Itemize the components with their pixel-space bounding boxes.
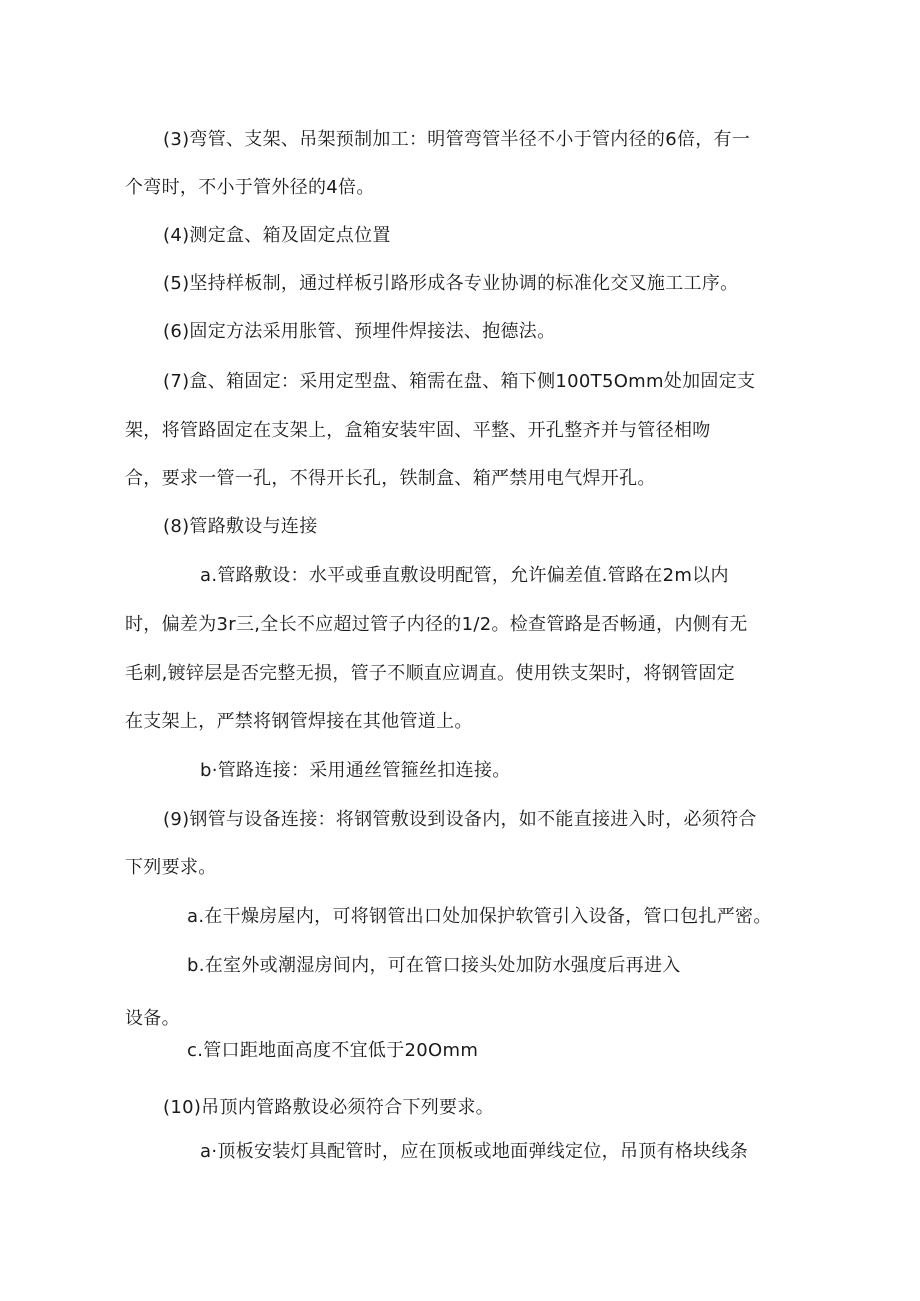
item-8a-line-4: 在支架上，严禁将钢管焊接在其他管道上。 xyxy=(125,711,473,732)
item-9b-line-1: b.在室外或潮湿房间内，可在管口接头处加防水强度后再进入 xyxy=(187,955,681,976)
item-8a-line-2: 时，偏差为3r三,全长不应超过管子内径的1/2。检查管路是否畅通，内侧有无 xyxy=(125,614,748,635)
paragraph-4: (4)测定盒、箱及固定点位置 xyxy=(163,225,391,246)
paragraph-3-line-1: (3)弯管、支架、吊架预制加工：明管弯管半径不小于管内径的6倍，有一 xyxy=(163,129,751,150)
item-8a-line-1: a.管路敷设：水平或垂直敷设明配管，允许偏差值.管路在2m以内 xyxy=(200,565,729,586)
paragraph-7-line-2: 架，将管路固定在支架上，盒箱安装牢固、平整、开孔整齐并与管径相吻 xyxy=(125,420,711,441)
paragraph-5: (5)坚持样板制，通过样板引路形成各专业协调的标准化交叉施工工序。 xyxy=(163,273,739,294)
paragraph-9-line-1: (9)钢管与设备连接：将钢管敷设到设备内，如不能直接进入时，必须符合 xyxy=(163,809,757,830)
paragraph-7-line-1: (7)盒、箱固定：采用定型盘、箱需在盘、箱下侧100T5Omm处加固定支 xyxy=(163,371,756,392)
paragraph-10-heading: (10)吊顶内管路敷设必须符合下列要求。 xyxy=(163,1097,494,1118)
item-9a: a.在干燥房屋内，可将钢管出口处加保护软管引入设备，管口包扎严密。 xyxy=(187,906,772,927)
item-10a-line-1: a·顶板安装灯具配管时，应在顶板或地面弹线定位，吊顶有格块线条 xyxy=(200,1141,749,1162)
item-9c: c.管口距地面高度不宜低于20Omm xyxy=(187,1040,479,1061)
paragraph-7-line-3: 合，要求一管一孔，不得开长孔，铁制盒、箱严禁用电气焊开孔。 xyxy=(125,468,656,489)
paragraph-3-line-2: 个弯时，不小于管外径的4倍。 xyxy=(125,177,375,198)
paragraph-8-heading: (8)管路敷设与连接 xyxy=(163,516,318,537)
item-8a-line-3: 毛刺,镀锌层是否完整无损，管子不顺直应调直。使用铁支架时，将钢管固定 xyxy=(125,663,735,684)
item-9b-line-2: 设备。 xyxy=(125,1008,180,1029)
paragraph-6: (6)固定方法采用胀管、预埋件焊接法、抱德法。 xyxy=(163,321,556,342)
item-8b: b·管路连接：采用通丝管箍丝扣连接。 xyxy=(200,760,511,781)
paragraph-9-line-2: 下列要求。 xyxy=(125,857,217,878)
